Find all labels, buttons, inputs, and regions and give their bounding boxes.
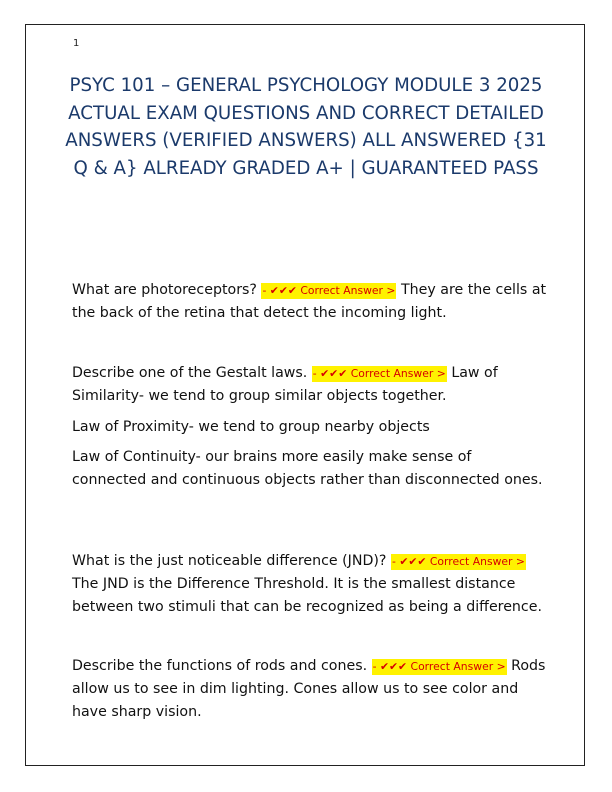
correct-answer-tag: - ✔✔✔ Correct Answer > — [372, 660, 506, 673]
checkmark-icon: ✔✔✔ — [379, 660, 408, 673]
correct-answer-tag: - ✔✔✔ Correct Answer > — [391, 555, 525, 568]
qa-item-photoreceptors — [72, 279, 548, 325]
answer-extra-text: Law of Proximity- we tend to group nearby objects — [72, 418, 430, 435]
answer-text: Law of Similarity- we tend to group similar objects together. — [72, 365, 498, 405]
checkmark-icon: ✔✔✔ — [399, 555, 427, 568]
answer-text: Rods allow us to see in dim lighting. Cones allow us to see color and have sharp vision. — [72, 658, 546, 720]
checkmark-icon: ✔✔✔ — [320, 367, 348, 380]
question-text: What is the just noticeable difference (JND)? — [72, 553, 387, 569]
page-number: 1 — [73, 38, 80, 49]
checkmark-icon: ✔✔✔ — [269, 284, 297, 297]
qa-item-gestalt — [72, 362, 548, 491]
correct-answer-tag: - ✔✔✔ Correct Answer > — [312, 367, 446, 380]
answer-text: The JND is the Difference Threshold. It is the smallest distance between two stimuli that can be recognized as being a difference. — [72, 576, 542, 615]
correct-answer-tag: - ✔✔✔ Correct Answer > — [262, 284, 396, 297]
qa-item-jnd — [72, 550, 550, 618]
question-text: Describe the functions of rods and cones. — [72, 658, 368, 674]
question-text: What are photoreceptors? — [72, 282, 257, 298]
qa-item-rods-cones — [72, 655, 548, 723]
answer-text: They are the cells at the back of the retina that detect the incoming light. — [72, 282, 547, 322]
answer-extra-text: Law of Continuity- our brains more easily make sense of connected and continuous objects rather than disconnected ones. — [72, 449, 543, 488]
question-text: Describe one of the Gestalt laws. — [72, 365, 308, 381]
document-title: PSYC 101 – GENERAL PSYCHOLOGY MODULE 3 2025 ACTUAL EXAM QUESTIONS AND CORRECT DETAILED ANSWERS (VERIFIED ANSWERS) ALL ANSWERED {31 Q & A} ALREADY GRADED A+ | GUARANTEED PASS — [65, 75, 547, 179]
